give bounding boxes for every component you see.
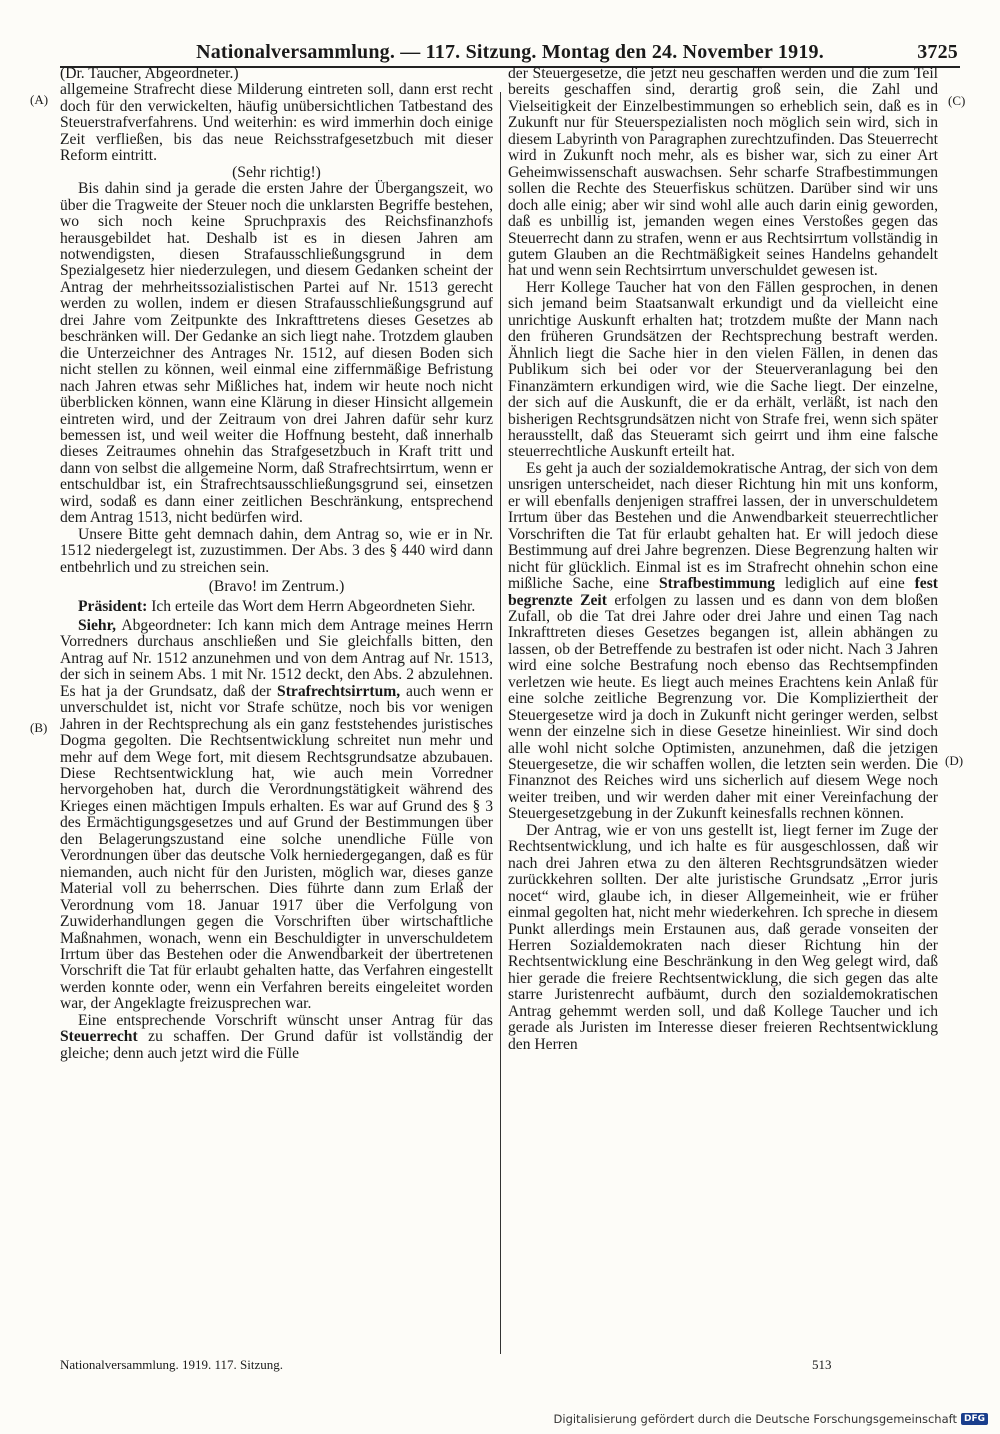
- margin-marker-a: (A): [30, 92, 49, 107]
- margin-marker-b: (B): [30, 720, 48, 735]
- bold-term: Strafrechtsirrtum,: [277, 682, 401, 700]
- paragraph: [508, 461, 938, 823]
- paragraph-text: Ich kann mich dem Antrage meines Herrn Vorredners durchaus anschließen und Sie gleichfalls bitten, den Antrag auf Nr. 1512 anzunehmen und von dem Antrag auf Nr. 1513, der sich in seinem Abs. 1 mit Nr. 1512 deckt, den Abs. 2 abzulehnen. Es hat ja der Grundsatz, daß der: [60, 616, 494, 700]
- dfg-logo-icon: DFG: [961, 1413, 988, 1425]
- interjection: (Bravo! im Zentrum.): [208, 578, 345, 596]
- page-number: 3725: [917, 41, 958, 63]
- right-column: [508, 66, 938, 1053]
- siehr-paragraph: [60, 618, 493, 1013]
- paragraph: Bis dahin sind ja gerade die ersten Jahre der Übergangszeit, wo über die Tragweite der Steuer noch die unklarsten Begriffe bestehen, wo sich noch keine Spruchpraxis des Reichsfinanzhofs herausgebildet hat. Deshalb ist es in diesen Jahren am notwendigsten, diesen Strafausschließungsgrund in dem Spezialgesetz hier niederzulegen, und diesem Gedanken scheint der Antrag der mehrheitssozialistischen Partei auf Nr. 1513 gerecht werden zu wollen, indem er diesen Strafausschließungsgrund auf drei Jahre vom Zeitpunkte des Inkrafttretens dieses Gesetzes ab beschränken will. Der Gedanke an sich liegt nahe. Trotzdem glauben die Unterzeichner des Antrages Nr. 1512, auf diesen Boden sich nicht stellen zu können, weil einmal eine ziffernmäßige Befristung nach Jahren etwas sehr Mißliches hat, indem wir heute noch nicht überblicken können, wann eine Klärung in dieser Hinsicht allgemein eintreten wird, und der Zeitraum von drei Jahren dafür sehr kurz bemessen ist, und weil weiter die Hoffnung besteht, daß innerhalb dieses Zeitraumes ohnehin das Strafgesetzbuch in Kraft tritt und dann von selbst die allgemeine Norm, daß Strafrechtsirrtum, wenn er entschuldbar ist, ein Strafrechtsausschließungsgrund sei, einsetzen wird, sodaß es dann einer zeitlichen Beschränkung, entsprechend dem Antrag 1513, nicht bedürfen wird.: [60, 180, 493, 527]
- header-title: Nationalversammlung. — 117. Sitzung. Montag den 24. November 1919.: [196, 41, 824, 63]
- speaker-name: Siehr,: [78, 616, 116, 634]
- president-paragraph: [60, 599, 493, 615]
- footer-page-number: 513: [812, 1357, 832, 1372]
- paragraph-text: erfolgen zu lassen und es dann von dem bloßen Zufall, ob die Tat drei Jahre oder drei Jahre und einen Tag nach Inkrafttreten dieses Gesetzes begangen ist, allein abhängen zu lassen, ob der Betreffende zu bestrafen ist oder nicht. Nach 3 Jahren wird eine solche Bestrafung noch ebenso das Rechtsempfinden verletzen wie heute. Es liegt auch meines Erachtens kein Anlaß für eine solche zeitliche Begrenzung vor. Die Kompliziertheit der Steuergesetze wird ja doch in Zukunft nicht geringer werden, selbst wenn der einzelne sich in diese Gesetze hineinliest. Wir sind doch alle wohl nicht solche Optimisten, anzunehmen, daß die jetzigen Steuergesetze, die wir schaffen wollen, die letzten sein werden. Die Finanznot des Reiches wird uns sicherlich auf diesem Wege noch weiter treiben, und wir werden daher mit einer Vereinfachung der Steuergesetzgebung in der Zukunft keinesfalls rechnen können.: [508, 591, 938, 823]
- speaker-role: Abgeordneter:: [116, 616, 218, 634]
- speaker-note: (Dr. Taucher, Abgeordneter.): [60, 65, 239, 82]
- credit-text: Digitalisierung gefördert durch die Deutsche Forschungsgemeinschaft: [553, 1412, 957, 1426]
- column-divider: [500, 92, 501, 1354]
- paragraph-text: auch wenn er unverschuldet ist, nicht vor Strafe schütze, noch bis vor wenigen Jahren in der Rechtsprechung als ein ganz feststehendes juristisches Dogma gegolten. Die Rechtsentwicklung schreitet nun mehr und mehr auf dem Wege fort, mit diesem Rechtsgrundsatze abzubauen. Diese Rechtsentwicklung hat, wie auch mein Vorredner hervorgehoben hat, durch die Verordnungstätigkeit während des Krieges einen mächtigen Impuls erhalten. Es war auf Grund des § 3 des Ermächtigungsgesetzes und auf Grund der Bestimmungen über den Belagerungszustand eine solche unendliche Fülle von Verordnungen über das deutsche Volk herniedergegangen, daß es für niemanden, auch nicht für den Juristen, möglich war, dieses ganze Material voll zu beherrschen. Dies führte dann zum Erlaß der Verordnung vom 18. Januar 1917 über die Verfolgung von Zuwiderhandlungen gegen die Vorschriften über wirtschaftliche Maßnahmen, wonach, wenn ein Beschuldigter in unverschuldetem Irrtum über das Bestehen oder die Anwendbarkeit der übertretenen Vorschrift die Tat für erlaubt gehalten hatte, das Verfahren eingestellt werden konnte oder, wenn ein Verfahren bereits eingeleitet worden war, der Angeklagte freizusprechen war.: [60, 682, 493, 1013]
- digitization-credit: [554, 1412, 988, 1426]
- bold-term: Strafbestimmung: [658, 575, 776, 593]
- paragraph: [60, 1013, 493, 1062]
- bold-term: Steuerrecht: [60, 1028, 138, 1046]
- page-header: [60, 40, 960, 68]
- paragraph-text: Ich erteile das Wort dem Herrn Abgeordneten Siehr.: [147, 597, 476, 615]
- paragraph-text: lediglich auf eine: [775, 575, 915, 593]
- speaker-name: Präsident:: [78, 597, 148, 615]
- paragraph: Der Antrag, wie er von uns gestellt ist, liegt ferner im Zuge der Rechtsentwicklung, und ich halte es für ausgeschlossen, daß wir nach drei Jahren etwa zu den älteren Rechtsgrundsätzen wieder zurückkehren sollten. Der alte juristische Grundsatz „Error juris nocet“ wird, glaube ich, in dieser Allgemeinheit, wie er früher einmal gegolten hat, nicht mehr wiederkehren. Ich spreche in diesem Punkt allerdings mein Erstaunen aus, daß gerade vonseiten der Herren Sozialdemokraten nach dieser Richtung hin der Rechtsentwicklung eine Beschränkung in den Weg gelegt wird, daß hier gerade die freiere Rechtsentwicklung, die sich gegen das alte starre Juristenrecht aufbäumt, durch den sozialdemokratischen Antrag gehemmt werden soll, und daß Kollege Taucher und ich gerade als Juristen im Interesse dieser freieren Rechtsentwicklung den Herren: [508, 821, 938, 1053]
- paragraph-text: zu schaffen. Der Grund dafür ist vollständig der gleiche; denn auch jetzt wird die Fülle: [60, 1028, 493, 1062]
- paragraph: Herr Kollege Taucher hat von den Fällen gesprochen, in denen sich jemand beim Staatsanwalt erkundigt und da vielleicht eine unrichtige Auskunft erhalten hat; trotzdem mußte der Mann nach den früheren Grundsätzen der Rechtsprechung bestraft werden. Ähnlich liegt die Sache hier in den vielen Fällen, in denen das Publikum sich bei oder vor der Steuerveranlagung bei den Finanzämtern erkundigen wird, wie die Sache liegt. Der einzelne, der sich auf die Auskunft, die er da erhält, verläßt, ist nach den bisherigen Rechtsgrundsätzen nicht von Strafe frei, wenn sich später herausstellt, daß das Steueramt sich geirrt und ihm eine falsche steuerrechtliche Auskunft erteilt hat.: [508, 278, 938, 461]
- paragraph-text: Eine entsprechende Vorschrift wünscht unser Antrag für das: [78, 1011, 493, 1029]
- paragraph-text: Es geht ja auch der sozialdemokratische Antrag, der sich von dem unsrigen unterscheidet, nach dieser Richtung hin mit uns konform, er will ebenfalls denjenigen straffrei lassen, der in unverschuldetem Irrtum über das Bestehen und die Anwendbarkeit steuerrechtlicher Vorschriften die Tat für erlaubt gehalten hat. Er will jedoch diese Bestimmung auf drei Jahre begrenzen. Diese Begrenzung halten wir nicht für glücklich. Einmal ist es im Strafrecht ohnehin schon eine mißliche Sache, eine: [508, 459, 938, 593]
- left-column: [60, 66, 493, 1062]
- paragraph: allgemeine Strafrecht diese Milderung eintreten soll, dann erst recht doch für den verwickelten, häufig unübersichtlichen Tatbestand des Steuerstrafverfahrens. Und weiterhin: es wird immerhin doch einige Zeit verfließen, bis das neue Reichsstrafgesetzbuch mit dieser Reform eintritt.: [60, 81, 493, 165]
- bold-term: fest begrenzte Zeit: [508, 575, 938, 609]
- footer-citation: Nationalversammlung. 1919. 117. Sitzung.: [60, 1357, 284, 1372]
- interjection: (Sehr richtig!): [232, 163, 321, 181]
- paragraph: der Steuergesetze, die jetzt neu geschaffen werden und die zum Teil bereits geschaffen sind, derartig groß sein, die Zahl und Vielseitigkeit der Einzelbestimmungen so erheblich sein, daß es in Zukunft nur für Steuerspezialisten noch möglich sein wird, sich in diesem Labyrinth von Paragraphen zurechtzufinden. Das Steuerrecht wird in Zukunft noch mehr, als es bisher war, sich zu einer Art Geheimwissenschaft auswachsen. Sehr scharfe Strafbestimmungen sollen die Rechte des Steuerfiskus schützen. Darüber sind wir uns doch alle einig; aber wir sind wohl alle auch darin einig geworden, daß es unbillig ist, jemanden wegen eines Verstoßes gegen das Steuerrecht dann zu strafen, wenn er aus Rechtsirrtum vollständig in gutem Glauben an die Rechtmäßigkeit seines Handelns gehandelt hat und wenn sein Rechtsirrtum unverschuldet gewesen ist.: [508, 65, 938, 280]
- margin-marker-d: (D): [945, 753, 964, 768]
- margin-marker-c: (C): [948, 93, 966, 108]
- paragraph: Unsere Bitte geht demnach dahin, dem Antrag so, wie er in Nr. 1512 niedergelegt ist, zuzustimmen. Der Abs. 3 des § 440 wird dann entbehrlich und zu streichen sein.: [60, 525, 493, 576]
